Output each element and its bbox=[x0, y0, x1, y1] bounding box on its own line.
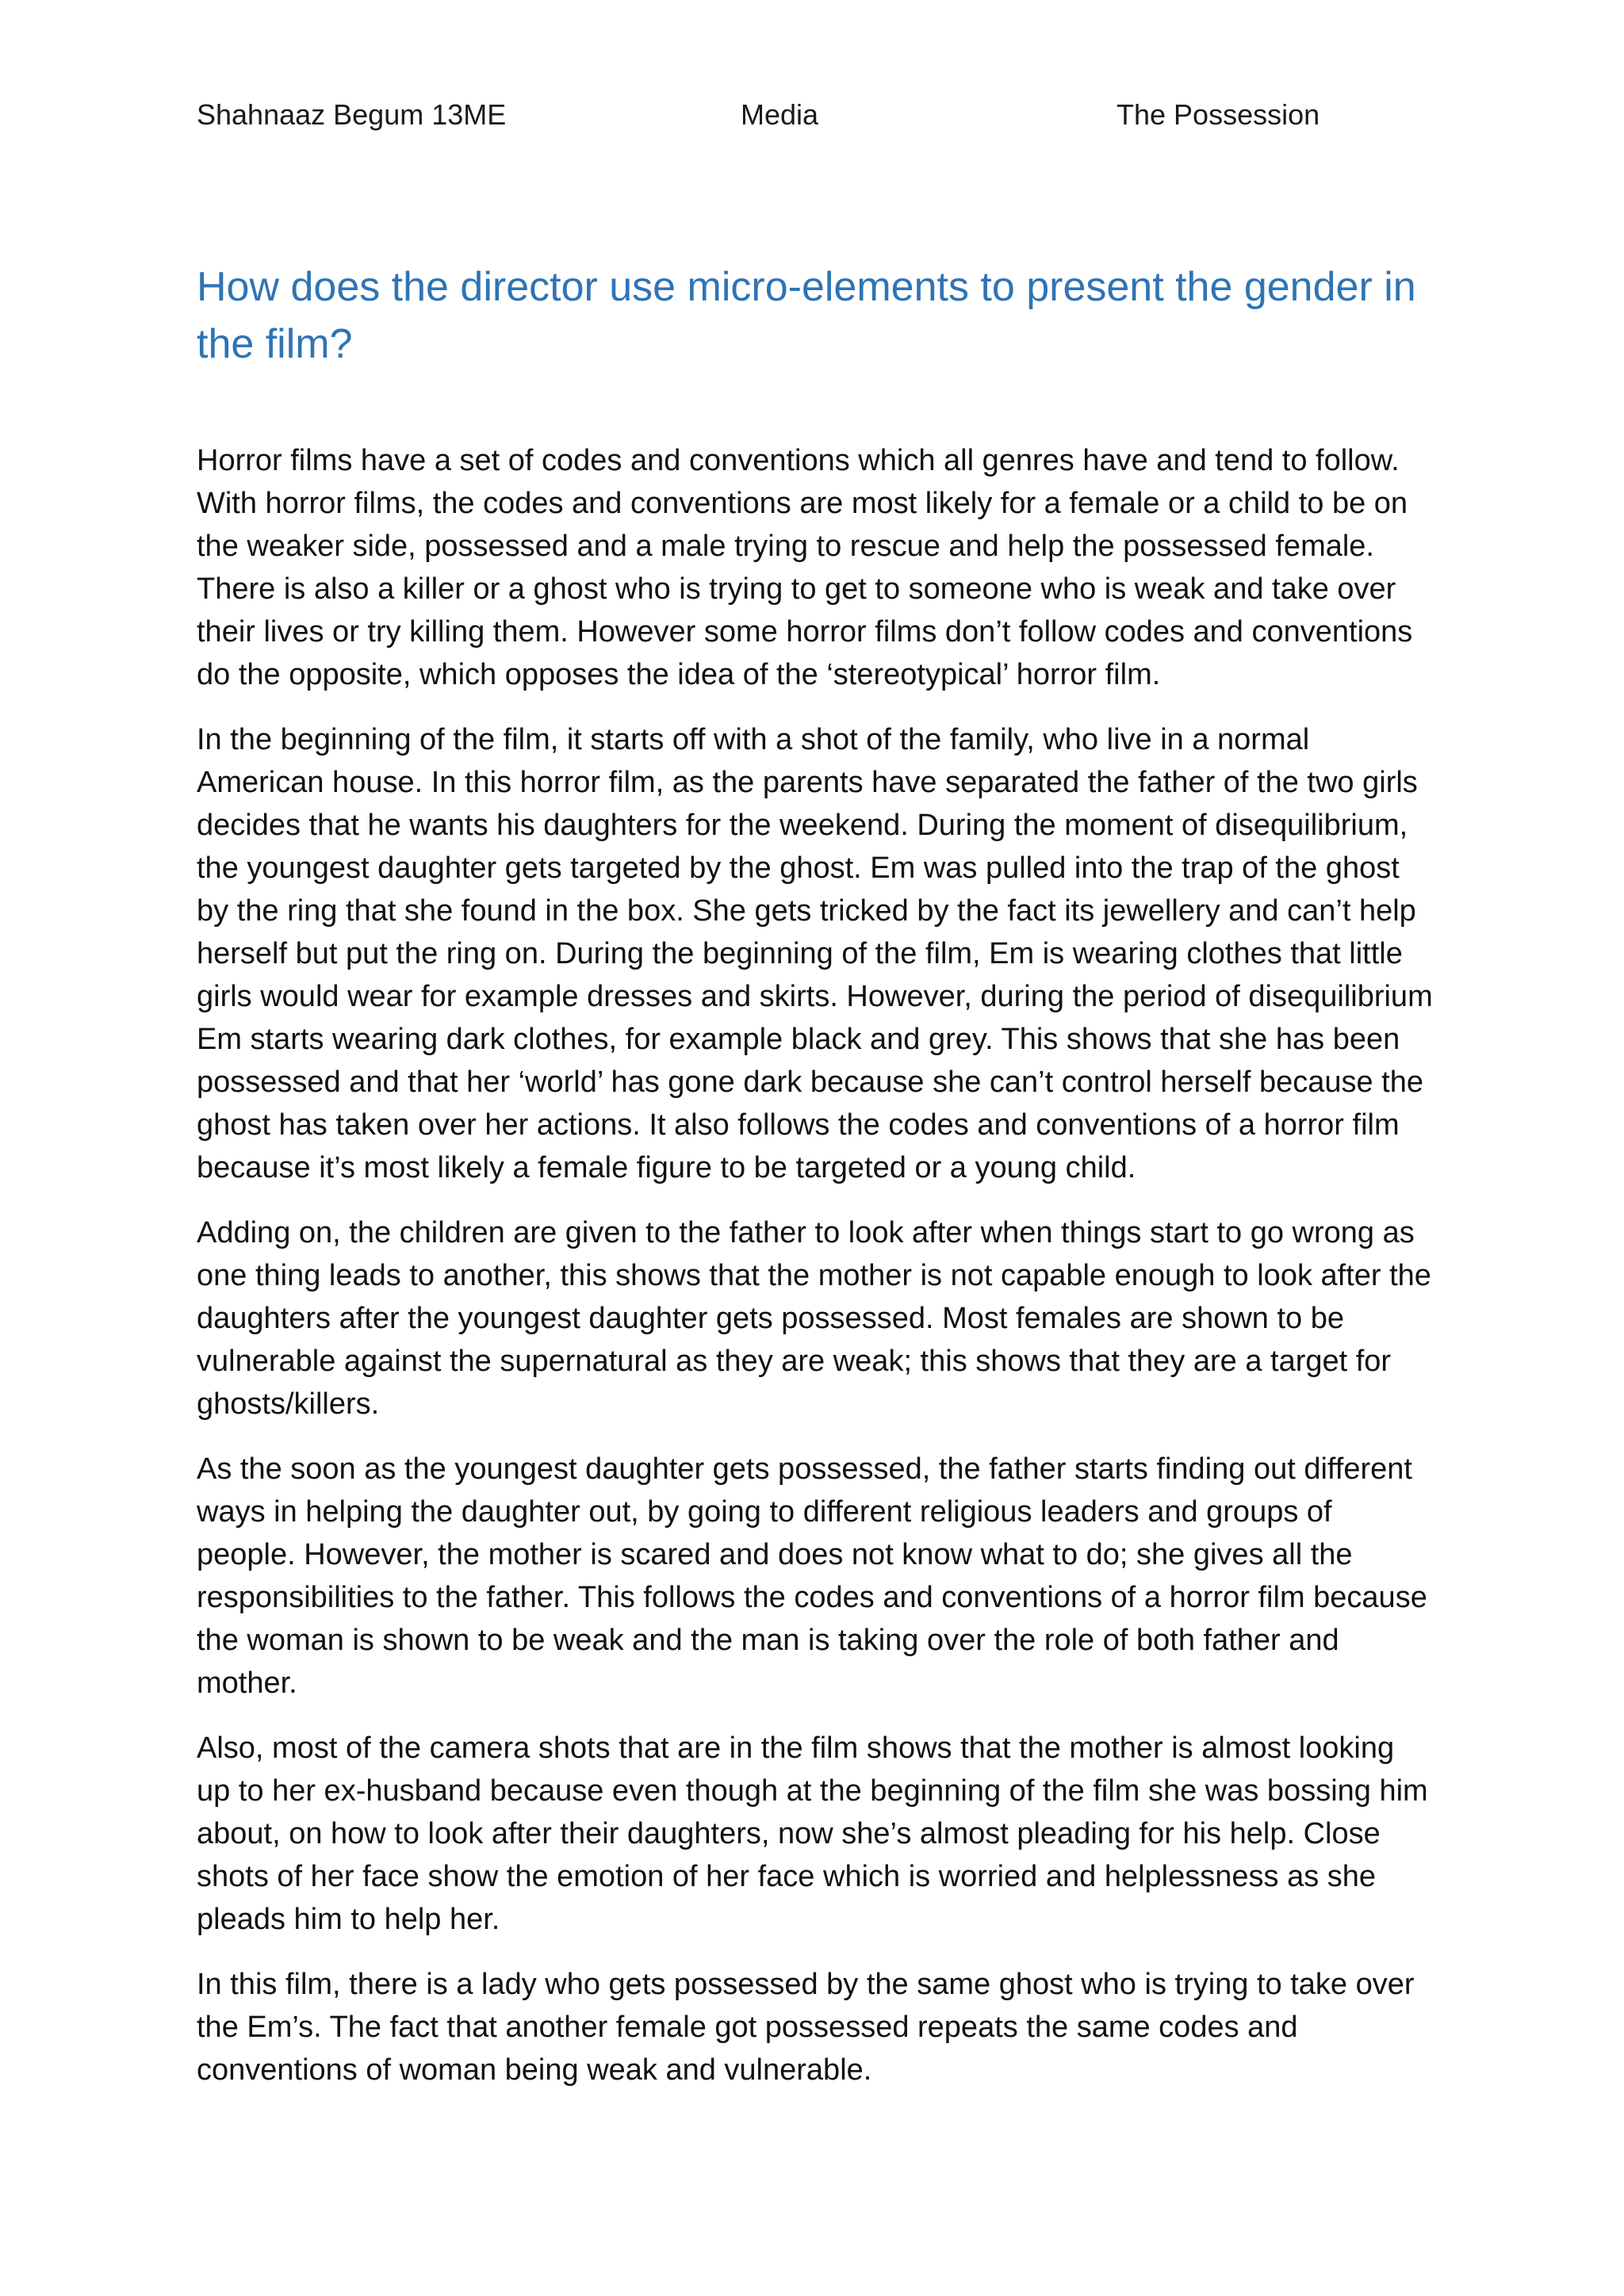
header-author: Shahnaaz Begum 13ME bbox=[197, 98, 507, 131]
header-film-title: The Possession bbox=[1116, 98, 1320, 131]
paragraph: Also, most of the camera shots that are in the film shows that the mother is almost looking up to her ex-husband because even though at the beginning of the film she was bossing him about, on how to look after their daughters, now she’s almost pleading for his help. Close shots of her face show the emotion of her face which is worried and helplessness as she pleads him to help her. bbox=[197, 1732, 1428, 1936]
paragraph: In this film, there is a lady who gets possessed by the same ghost who is trying to take over the Em’s. The fact that another female got possessed repeats the same codes and conventions of woman being weak and vulnerable. bbox=[197, 1968, 1415, 2087]
document-body bbox=[197, 439, 1434, 2091]
page-header bbox=[197, 95, 1434, 135]
paragraph: In the beginning of the film, it starts off with a shot of the family, who live in a normal American house. In this horror film, as the parents have separated the father of the two girls decides that he wants his daughters for the weekend. During the moment of disequilibrium, the youngest daughter gets targeted by the ghost. Em was pulled into the trap of the ghost by the ring that she found in the box. She gets tricked by the fact its jewellery and can’t help herself but put the ring on. During the beginning of the film, Em is wearing clothes that little girls would wear for example dresses and skirts. However, during the period of disequilibrium Em starts wearing dark clothes, for example black and grey. This shows that she has been possessed and that her ‘world’ has gone dark because she can’t control herself because the ghost has taken over her actions. It also follows the codes and conventions of a horror film because it’s most likely a female figure to be targeted or a young child. bbox=[197, 723, 1433, 1184]
document-page bbox=[197, 95, 1434, 2114]
paragraph: As the soon as the youngest daughter gets possessed, the father starts finding out different ways in helping the daughter out, by going to different religious leaders and groups of people. However, the mother is scared and does not know what to do; she gives all the responsibilities to the father. This follows the codes and conventions of a horror film because the woman is shown to be weak and the man is taking over the role of both father and mother. bbox=[197, 1452, 1427, 1700]
paragraph: Adding on, the children are given to the father to look after when things start to go wrong as one thing leads to another, this shows that the mother is not capable enough to look after the daughters after the youngest daughter gets possessed. Most females are shown to be vulnerable against the supernatural as they are weak; this shows that they are a target for ghosts/killers. bbox=[197, 1216, 1431, 1421]
document-title: How does the director use micro-elements to present the gender in the film? bbox=[197, 264, 1416, 367]
paragraph: Horror films have a set of codes and conventions which all genres have and tend to follow. With horror films, the codes and conventions are most likely for a female or a child to be on the weaker side, possessed and a male trying to rescue and help the possessed female. There is also a killer or a ghost who is trying to get to someone who is weak and take over their lives or try killing them. However some horror films don’t follow codes and conventions do the opposite, which opposes the idea of the ‘stereotypical’ horror film. bbox=[197, 444, 1413, 691]
header-subject: Media bbox=[741, 98, 819, 131]
